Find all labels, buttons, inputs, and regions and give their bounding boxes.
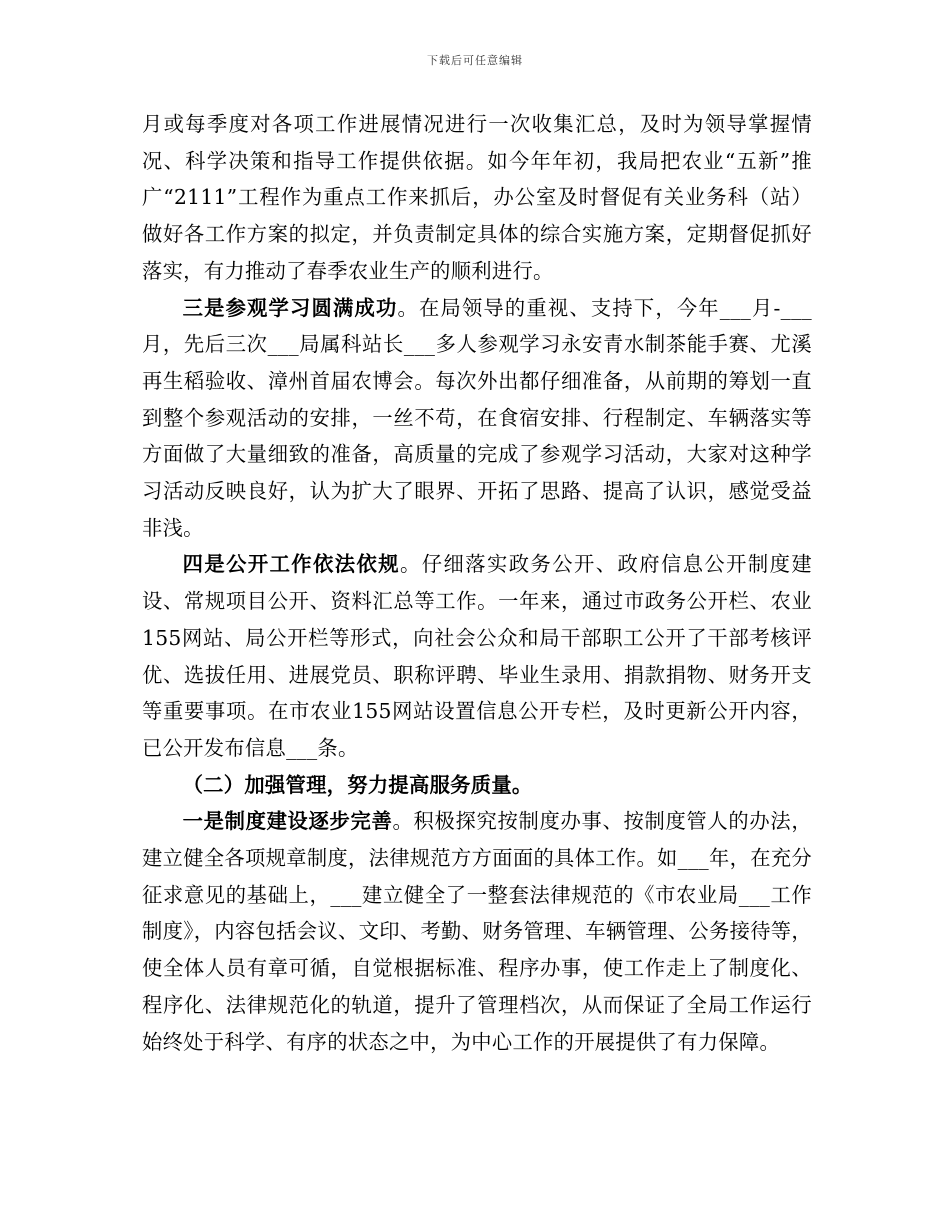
paragraph-public-disclosure xyxy=(142,546,812,766)
paragraph-site-visits xyxy=(142,290,812,547)
paragraph-lead: 一是制度建设逐步完善 xyxy=(182,809,393,834)
paragraph-text: 。仔细落实政务公开、政府信息公开制度建设、常规项目公开、资料汇总等工作。一年来，通过市政务公开栏、农业155网站、局公开栏等形式，向社会公众和局干部职工公开了干部考核评优、选拔任用、进展党员、职称评聘、毕业生录用、捐款捐物、财务开支等重要事项。在市农业155网站设置信息公开专栏，及时更新公开内容，已公开发布信息___条。 xyxy=(142,552,812,760)
section-heading: （二）加强管理，努力提高服务质量。 xyxy=(182,772,533,797)
document-body xyxy=(142,106,812,1060)
paragraph-text: 月或每季度对各项工作进展情况进行一次收集汇总，及时为领导掌握情况、科学决策和指导工作提供依据。如今年年初，我局把农业“五新”推广“2111”工程作为重点工作来抓后，办公室及时督促有关业务科（站）做好各工作方案的拟定，并负责制定具体的综合实施方案，定期督促抓好落实，有力推动了春季农业生产的顺利进行。 xyxy=(142,112,812,283)
paragraph-lead: 三是参观学习圆满成功 xyxy=(182,295,398,320)
paragraph-continuation xyxy=(142,106,812,290)
paragraph-text: 。在局领导的重视、支持下，今年___月-___月，先后三次___局属科站长___多人参观学习永安青水制茶能手赛、尤溪再生稻验收、漳州首届农博会。每次外出都仔细准备，从前期的筹划一直到整个参观活动的安排，一丝不苟，在食宿安排、行程制定、车辆落实等方面做了大量细致的准备，高质量的完成了参观学习活动，大家对这种学习活动反映良好，认为扩大了眼界、开拓了思路、提高了认识，感觉受益非浅。 xyxy=(142,295,812,540)
paragraph-text: 。积极探究按制度办事、按制度管人的办法，建立健全各项规章制度，法律规范方方面面的具体工作。如___年，在充分征求意见的基础上，___建立健全了一整套法律规范的《市农业局___工作制度》，内容包括会议、文印、考勤、财务管理、车辆管理、公务接待等，使全体人员有章可循，自觉根据标准、程序办事，使工作走上了制度化、程序化、法律规范化的轨道，提升了管理档次，从而保证了全局工作运行始终处于科学、有序的状态之中，为中心工作的开展提供了有力保障。 xyxy=(142,809,812,1054)
paragraph-rules-system xyxy=(142,803,812,1060)
page-header-note: 下载后可任意编辑 xyxy=(427,54,523,67)
paragraph-lead: 四是公开工作依法依规 xyxy=(182,552,401,577)
